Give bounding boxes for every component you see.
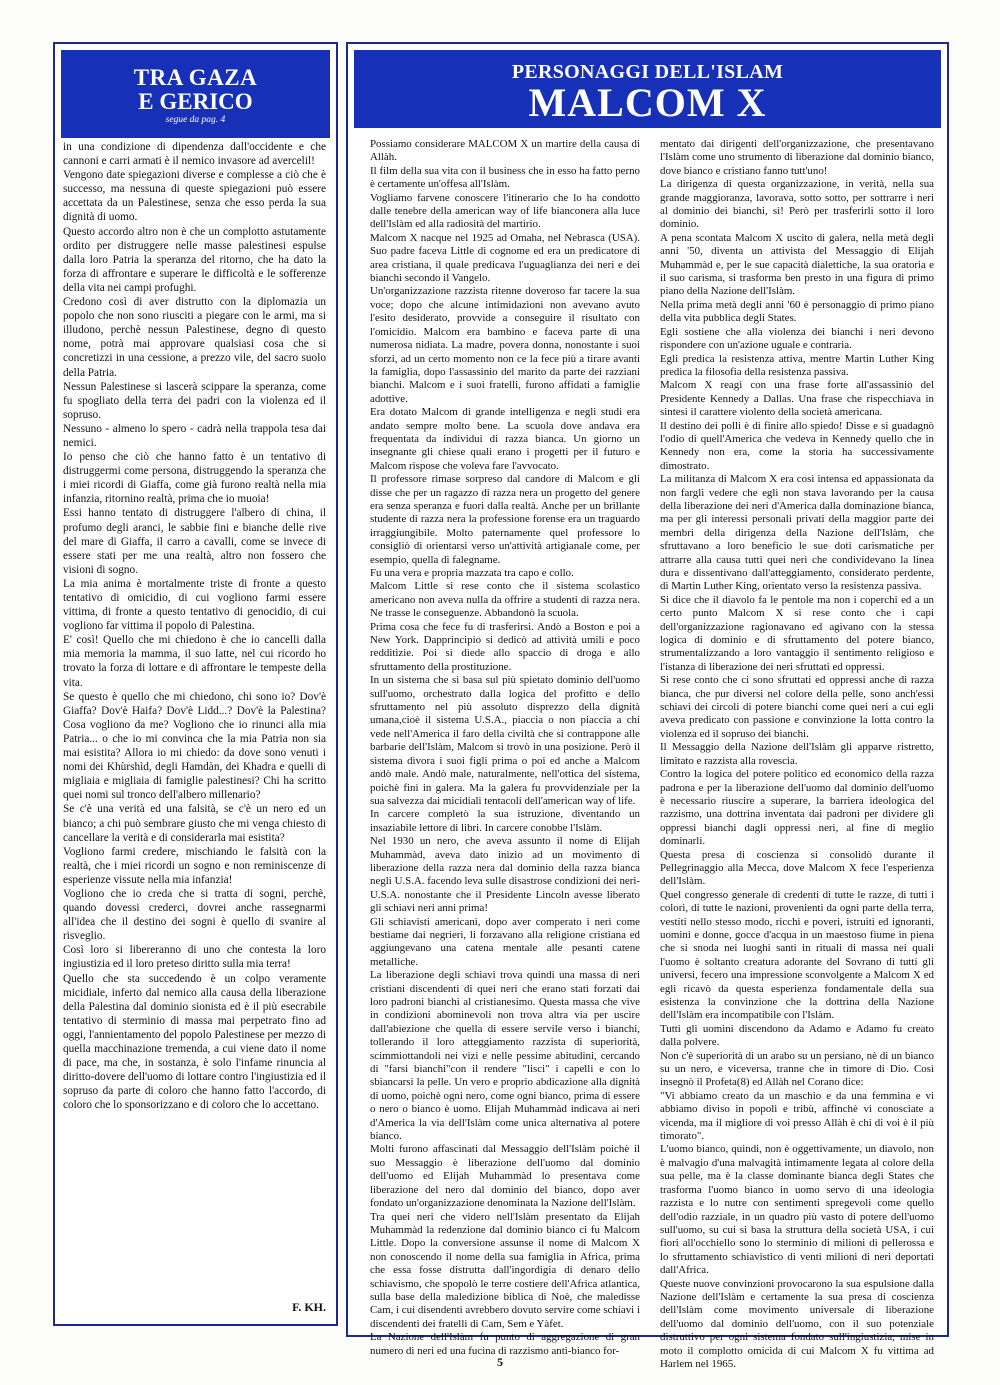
author-signature: F. KH. xyxy=(292,1300,326,1314)
paragraph: in una condizione di dipendenza dall'occidente e che cannoni e carri armati è il nemico invasore ad avercelil! xyxy=(63,141,326,168)
paragraph: Nella prima metà degli anni '60 è personaggio di primo piano della vita pubblica degli States. xyxy=(660,298,934,325)
right-article-column-2 xyxy=(660,138,934,1370)
paragraph: mentato dai dirigenti dell'organizzazione, che presentavano l'Islàm come uno strumento di liberazione dal dominio bianco, dove bianco e cristiano fanno tutt'uno! xyxy=(660,138,934,177)
page-number: 5 xyxy=(497,1355,503,1369)
paragraph: Quello che sta succedendo è un colpo veramente micidiale, inferto dal nemico alla causa della liberazione della Palestina dal dominio sionista ed è il più esecrabile tentativo di sterminio di massa mai perpetrato fino ad oggi, l'annientamento del popolo Palestinese per mezzo di quella macchinazione tremenda, a cui viene dato il nome di pace, ma che, in sostanza, è solo l'infame rinuncia al diritto-dovere dell'uomo di lottare contro l'ingiustizia ed il sopruso da parte di coloro che hanno fatto l'accordo, di coloro che lo sponsorizzano e di coloro che lo accettano. xyxy=(63,972,326,1112)
paragraph: Quel congresso generale di credenti di tutte le razze, di tutti i colori, di tutte le nazioni, provenienti da ogni parte della terra, vestiti nello stesso modo, ricchi e poveri, istruiti ed ignoranti, uomini e donne, gocce d'acqua in un maestoso fiume in piena che si snoda nei luoghi santi in rituali di massa nei quali l'uomo è soltanto creatura adorante del Sovrano di tutti gli universi, fecero una impressione sconvolgente a Malcom X ed egli ricavò da questa esperienza fondamentale della sua esistenza la convinzione che la dottrina della Nazione dell'Islàm era incompatibile con l'Islàm. xyxy=(660,888,934,1022)
paragraph: Nessuno - almeno lo spero - cadrà nella trappola tesa dai nemici. xyxy=(63,422,326,449)
paragraph: L'uomo bianco, quindi, non è oggettivamente, un diavolo, non è malvagio d'una malvagità intimamente legata al colore della sua pelle, ma è la classe dominante bianca degli States che trasforma l'uomo bianco in uomo servo di una ideologia razzista e lo nutre con sentimenti spregevoli come quello dell'odio razziale, in un quadro più vasto di potere dell'uomo sull'uomo, su cui si basa la struttura della società USA, i cui fiori all'occhiello sono lo sterminio di milioni di pellerossa e lo sfruttamento schiavistico di venti milioni di neri deportati dall'Africa. xyxy=(660,1143,934,1277)
left-article-body xyxy=(63,140,326,1290)
paragraph: Vogliono farmi credere, mischiando le falsità con la realtà, che i miei ricordi un sogno e non reminiscenze di esperienze vissute nella mia infanzia! xyxy=(63,845,326,886)
right-article-frame xyxy=(346,42,949,1370)
paragraph: Era dotato Malcom di grande intelligenza e negli studi era andato sempre molto bene. La scuola dove andava era frequentata da individui di razza bianca. Un giorno un insegnante gli chiese quali erano i progetti per il futuro e Malcom rispose che voleva fare l'avvocato. xyxy=(370,406,640,472)
paragraph: Il destino dei polli è di finire allo spiedo! Disse e si guadagnò l'odio di quell'America che vedeva in Kennedy quello che in Kennedy non era, come la storia ha successivamente dimostrato. xyxy=(660,419,934,472)
paragraph: Malcom X nacque nel 1925 ad Omaha, nel Nebrasca (USA). Suo padre faceva Little di cognome ed era un predicatore di area cristiana, il quale predicava l'uguaglianza dei neri e dei bianchi secondo il Vangelo. xyxy=(370,231,640,285)
paragraph: Egli sostiene che alla violenza dei bianchi i neri devono rispondere con un'azione uguale e contraria. xyxy=(660,325,934,352)
paragraph: Il Messaggio della Nazione dell'Islàm gli apparve ristretto, limitato e razzista alla rovescia. xyxy=(660,741,934,767)
paragraph: Molti furono affascinati dal Messaggio dell'Islàm poichè il suo Messaggio è liberazione dell'uomo dal dominio dell'uomo ed Elijah Muhammàd lo presentava come liberazione del nero dal dominio del bianco, dopo aver fondato un'organizzazione denominata la Nazione dell'Islàm. xyxy=(370,1143,640,1210)
paragraph: In un sistema che si basa sul più spietato dominio dell'uomo sull'uomo, orchestrato dalla logica del profitto e dello sfruttamento nel più assoluto disprezzo della dignità umana,cioè il sistema U.S.A., piaccia o non piaccia a chi vede nell'America il faro della civiltà che si contrappone alle barbarie dell'Islàm, Malcom si trovò in una posizione. Però il sistema divora i suoi figli prima o poi ed anche a Malcom andò male. Andò male, naturalmente, nell'ottica del sistema, poichè finì in galera. Ma la galera fu provvidenziale per la sua salvezza dai micidiali tentacoli dell'american way of life. xyxy=(370,674,640,807)
paragraph: Fu una vera e propria mazzata tra capo e collo. xyxy=(370,567,574,579)
paragraph: Si dice che il diavolo fa le pentole ma non i coperchi ed a un certo punto Malcom X si rese conto che i capi dell'organizzazione ragionavano ed agivano con la stessa logica di dominio e di sfruttamento del potere bianco, strumentalizzando a loro vantaggio il sentimento religioso e l'istanza di liberazione dei neri sfruttati ed oppressi. xyxy=(660,593,934,673)
paragraph: Non c'è superiorità di un arabo su un persiano, nè di un bianco su un nero, e viceversa, tranne che in timore di Dio. Così insegnò il Profeta(8) ed Allàh nel Corano dice: xyxy=(660,1049,934,1089)
paragraph: Se questo è quello che mi chiedono, chi sono io? Dov'è Giaffa? Dov'è Haifa? Dov'è Lidd...? Dov'è la Palestina? Cosa vogliono da me? Vogliono che io rinunci alla mia Patria... o che io mi convinca che la mia Patria non sia mai esistita? Allora io mi chiedo: da dove sono venuti i nomi dei Khùrshìd, degli Hamdàn, dei Khadra e quelli di migliaia e migliaia di famiglie palestinesi? Chi ha scritto quei nomi sul tronco dell'albero millenario? xyxy=(63,690,326,802)
paragraph: La mia anima è mortalmente triste di fronte a questo tentativo di omicidio, di cui vogliono farmi essere vittima, di fronte a questo tentativo di genocidio, di cui vogliono far vittima il popolo di Palestina. xyxy=(63,577,326,633)
paragraph: La Nazione dell'Islàm fu punto di aggregazione di gran numero di neri ed una fucina di razzismo anti-bianco for- xyxy=(370,1331,640,1357)
right-article-header xyxy=(354,50,941,128)
paragraph: Si rese conto che ci sono sfruttati ed oppressi anche di razza bianca, che pur diversi nel colore della pelle, sono anch'essi schiavi dei circoli di potere bianchi come quei neri a cui egli aveva predicato con passione e convinzione la lotta contro la violenza ed il sopruso dei bianchi. xyxy=(660,674,934,740)
paragraph: La liberazione degli schiavi trova quindi una massa di neri cristiani discendenti di quei neri che erano stati forzati dai loro padroni bianchi al cristianesimo. Questa massa che vive in condizioni abominevoli non trova altra via per uscire dall'abiezione che quella di essere servile verso i bianchi, tollerando il loro atteggiamento razzista di superiorità, scimmiottandoli nei vizi e nelle pessime abitudini, cercando di "farsi bianchi"con il rendere "lisci" i capelli e con lo sbiancarsi la pelle. Un vero e proprio abdicazione alla dignità di uomo, poichè ogni nero, come ogni bianco, prima di essere o nero o bianco è uomo. Elijah Muhammàd indicava ai neri d'America la via dell'Islàm come unica alternativa al potere bianco. xyxy=(370,969,640,1143)
left-article-frame xyxy=(53,42,338,1326)
paragraph: Vengono date spiegazioni diverse e complesse a ciò che è successo, ma nessuna di queste spiegazioni può essere accettata da un Palestinese, senza che esso perda la sua dignità di uomo. xyxy=(63,169,326,224)
paragraph: Contro la logica del potere politico ed economico della razza padrona e per la liberazione dell'uomo dal dominio dell'uomo è necessario riuscire a superare, la barriera ideologica del razzismo, una dottrina inventata dai padroni per dividere gli oppressi bianchi dagli oppressi neri, al fine di meglio dominarli. xyxy=(660,768,934,848)
paragraph: Credono così di aver distrutto con la diplomazia un popolo che non sono riusciti a piegare con le armi, ma si illudono, perchè nessun Palestinese, degno di questo nome, potrà mai approvare qualsiasi cosa che si concretizzi in una cessione, a prezzo vile, del sacro suolo della Patria. xyxy=(63,296,326,379)
right-article-kicker: PERSONAGGI DELL'ISLAM xyxy=(511,61,784,83)
paragraph: Tra quei neri che videro nell'Islàm presentato da Elijah Muhammàd la redenzione dal dominio bianco ci fu Malcom Little. Dopo la conversione assunse il nome di Malcom X non conoscendo il nome della sua famiglia in Africa, prima che essa fosse distrutta dall'ingordigia di denaro dello schiavismo, che spopolò le terre costiere dell'Africa atlantica, sulla base della maledizione biblica di Noè, che maledisse Cam, i cui disendenti avrebbero dovuto servire come schiavi i discendenti dei fratelli di Cam, Sem e Yàfet. xyxy=(370,1210,640,1330)
paragraph: Tutti gli uomini discendono da Adamo e Adamo fu creato dalla polvere. xyxy=(660,1022,934,1049)
right-article-column-1 xyxy=(370,138,640,1357)
paragraph: Se c'è una verità ed una falsità, se c'è un nero ed un bianco; a chi può sembrare giusto che mi venga chiesto di cancellare la verità e di considerarla mai esistita? xyxy=(63,803,326,844)
paragraph: Questo accordo altro non è che un complotto astutamente ordito per distruggere nelle masse palestinesi espulse dalla loro Patria la speranza del ritorno, che ha dato la forza di affrontare e superare le difficoltà e le sofferenze della vita nei campi profughi. xyxy=(63,225,326,294)
paragraph: Un'organizzazione razzista ritenne doveroso far tacere la sua voce; dopo che alcune intimidazioni non avevano avuto l'esito desiderato, provvide a conseguire il risultato con l'omicidio. Malcom era bambino e faceva parte di una numerosa nidiata. La madre, povera donna, nonostante i suoi sforzi, ad un certo momento non ce la fece più a tirare avanti la famiglia, dopo l'assassinio del marito da parte dei razziani bianchi. Malcom e i suoi fratelli, furono affidati a famiglie adottive. xyxy=(370,285,640,405)
right-article-title: MALCOM X xyxy=(528,80,767,125)
paragraph: Nel 1930 un nero, che aveva assunto il nome di Elijah Muhammàd, aveva dato inizio ad un movimento di liberazione della razza nera dal dominio della razza bianca negli U.S.A. facendo leva sulle disastrose condizioni dei neri-U.S.A. nonostante che il Presidente Lincoln avesse liberato gli schiavi neri anni prima! xyxy=(370,835,640,915)
paragraph: Vogliamo farvene conoscere l'itinerario che lo ha condotto dalle tenebre della american way of life bianconera alla luce dell'Islàm ed alla radiosità del martirio. xyxy=(370,191,640,231)
paragraph: Egli predica la resistenza attiva, mentre Martin Luther King predica la filosofia della resistenza passiva. xyxy=(660,352,934,378)
paragraph: A pena scontata Malcom X uscito di galera, nella metà degli anni '50, diventa un attivista del Messaggio di Elijah Muhammàd e, per le sue capacità dialettiche, la sua oratoria e il suo carisma, si trasforma ben presto in una figura di primo piano della Nazione dell'Islàm. xyxy=(660,231,934,298)
paragraph: "Vi abbiamo creato da un maschio e da una femmina e vi abbiamo diviso in popoli e tribù, affinchè vi conosciate a vicenda, ma il migliore di voi presso Allàh è chi di voi è il più timorato". xyxy=(660,1089,934,1143)
paragraph: In carcere completò la sua istruzione, diventando un insaziabile lettore di libri. In carcere conobbe l'Islàm. xyxy=(370,808,640,834)
left-article-title-line1: TRA GAZA xyxy=(133,65,258,90)
paragraph: E' così! Quello che mi chiedono è che io cancelli dalla mia memoria la mamma, il suo latte, nel cui ricordo ho trovato la forza di lottare e di affrontare le tempeste della vita. xyxy=(63,634,326,689)
paragraph: Io penso che ciò che hanno fatto è un tentativo di distruggermi come persona, distruggendo la speranza che i miei ricordi di Giaffa, come già furono realtà nella mia infanzia, ritornino realtà, prima che io muoia! xyxy=(63,451,326,506)
paragraph: Nessun Palestinese si lascerà scippare la speranza, come fu spogliato della terra dei padri con la violenza ed il sopruso. xyxy=(63,380,326,421)
paragraph: Malcom X reagì con una frase forte all'assassinio del Presidente Kennedy a Dallas. Una frase che rispecchiava in sintesi il carattere violento della società americana. xyxy=(660,379,934,419)
continued-from-note: segue da pag. 4 xyxy=(165,115,226,125)
paragraph: Possiamo considerare MALCOM X un martire della causa di Allàh. xyxy=(370,138,640,164)
paragraph: Il film della sua vita con il business che in esso ha fatto perno è certamente un'offesa all'Islàm. xyxy=(370,164,640,191)
paragraph: Queste nuove convinzioni provocarono la sua espulsione dalla Nazione dell'Islàm e certamente la sua presa di coscienza dell'Islàm come movimento universale di liberazione dell'uomo dal dominio dell'uomo, con il suo potenziale distruttivo per ogni sistema fondato sull'ingiustizia, mise in moto il complotto omicida di cui Malcom X fu vittima ad Harlem nel 1965. xyxy=(660,1277,934,1370)
left-article-title-line2: E GERICO xyxy=(138,89,253,114)
paragraph: Vogliono che io creda che si tratta di sogni, perchè, quando dovessi crederci, dovrei anche rassegnarmi all'idea che il destino dei sogni è quello di svanire al risveglio. xyxy=(63,887,326,943)
paragraph: Prima cosa che fece fu di trasferirsi. Andò a Boston e poi a New York. Dapprincipio si dedicò ad attività umili e poco redditizie. Poi si diede allo spaccio di droga e allo sfruttamento della prostituzione. xyxy=(370,620,640,673)
paragraph: Il professore rimase sorpreso dal candore di Malcom e gli disse che per un ragazzo di razza nera un progetto del genere era senza speranza e fuori dalla realtà. Anche per un brillante studente di razza nera la professione forense era un traguardo irraggiungibile. Molto paternamente quel professore lo consigliò di orientarsi verso un'attività artigianale come, per esempio, quella di falegname. xyxy=(370,473,640,566)
paragraph: Così loro si libereranno di uno che contesta la loro ingiustizia ed il loro preteso diritto sulla mia terra! xyxy=(63,944,326,971)
paragraph: Malcom Little si rese conto che il sistema scolastico americano non aveva nulla da offrire a studenti di razza nera. Ne trasse le conseguenze. Abbandonò la scuola. xyxy=(370,580,640,620)
paragraph: La militanza di Malcom X era così intensa ed appassionata da non fargli vedere che egli non stava lavorando per la causa della liberazione dei neri d'America dalla dominazione bianca, ma per gli interessi personali privati della maggior parte dei membri della dirigenza della Nazione dell'Islàm, che sfruttavano a loro beneficio le sue doti carismatiche per attrarre alla causa tutti quei neri che condividevano la linea dura e dissentivano dall'atteggiamento, considerato perdente, di Martin Luther King, orientato verso la resistenza passiva. xyxy=(660,473,934,593)
paragraph: Gli schiavisti americani, dopo aver comperato i neri come bestiame dai negrieri, li forzavano alla religione cristiana ed aggiungevano una catena mentale alle pesanti catene metalliche. xyxy=(370,915,640,968)
paragraph: Questa presa di coscienza si consolidò durante il Pellegrinaggio alla Mecca, dove Malcom X fece l'esperienza dell'Islàm. xyxy=(660,848,934,888)
paragraph: La dirigenza di questa organizzazione, in verità, nella sua grande maggioranza, lavorava, sotto sotto, per sottrarre i neri al dominio dei bianchi, sì! Però per trasferirli sotto il loro dominio. xyxy=(660,178,934,231)
paragraph: Essi hanno tentato di distruggere l'albero di china, il profumo degli aranci, le sabbie fini e bianche delle rive del mare di Giaffa, il carro a cavalli, come se invece di essere stati per me una realtà, altro non fossero che visioni di sogno. xyxy=(63,507,326,576)
left-article-header xyxy=(61,50,330,138)
